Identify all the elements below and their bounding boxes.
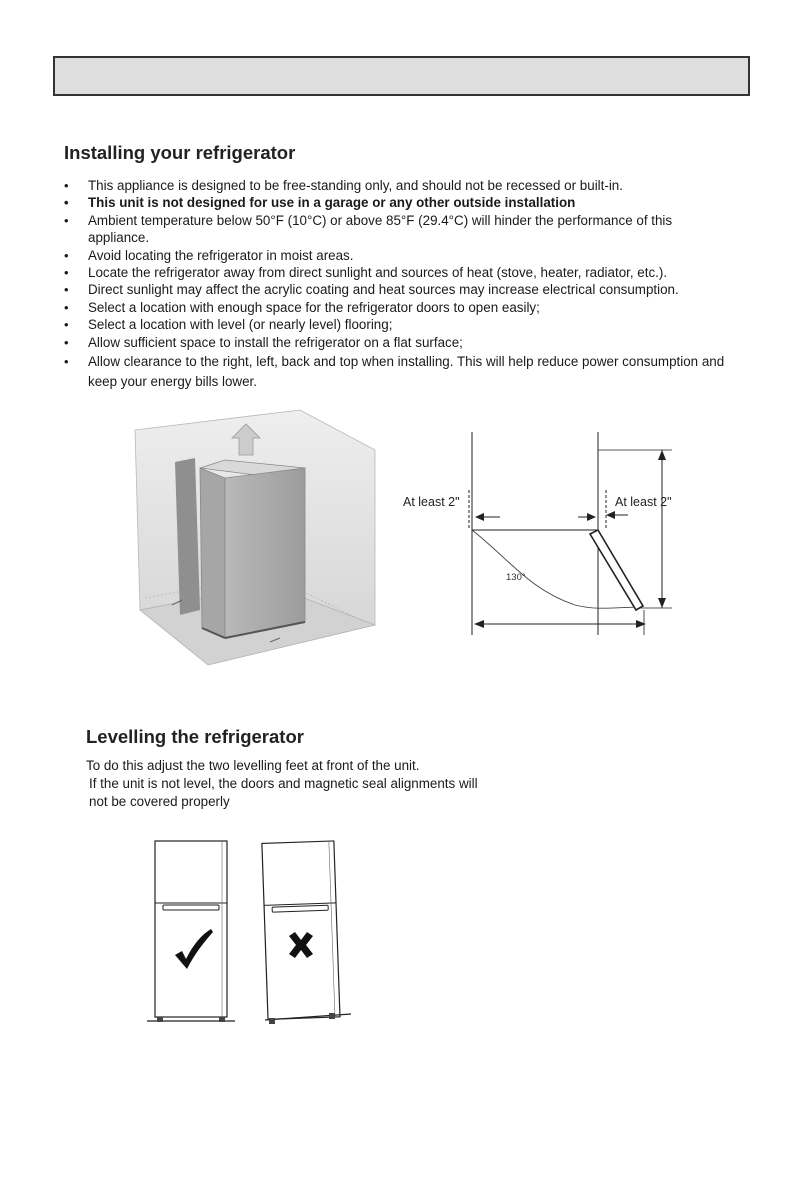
door-angle-label: 130° <box>506 572 526 583</box>
left-clearance-label: At least 2" <box>403 495 460 509</box>
fridge-front <box>200 468 225 638</box>
header-bar <box>53 56 750 96</box>
install-bullet-list <box>64 177 764 392</box>
fridge-side <box>225 468 305 638</box>
levelling-text-2: If the unit is not level, the doors and magnetic seal alignments will <box>89 776 478 791</box>
clearance-diagram <box>400 430 690 640</box>
levelling-text-3: not be covered properly <box>89 794 230 809</box>
list-item: • Ambient temperature below 50°F (10°C) or above 85°F (29.4°C) will hinder the performance of this appliance. <box>64 212 764 247</box>
level-fridge-illustration <box>145 835 240 1030</box>
list-item: • Select a location with level (or nearly level) flooring; <box>64 316 764 333</box>
list-item: • Avoid locating the refrigerator in moist areas. <box>64 247 764 264</box>
install-title: Installing your refrigerator <box>64 142 296 163</box>
levelling-title: Levelling the refrigerator <box>86 726 304 747</box>
list-item: • This appliance is designed to be free-standing only, and should not be recessed or built-in. <box>64 177 764 194</box>
list-item: • This unit is not designed for use in a garage or any other outside installation <box>64 194 764 211</box>
levelling-text-1: To do this adjust the two levelling feet at front of the unit. <box>86 758 420 773</box>
right-clearance-label: At least 2" <box>615 495 672 509</box>
placement-illustration <box>130 410 390 675</box>
list-item: • Allow clearance to the right, left, back and top when installing. This will help reduce power consumption and keep your energy bills lower. <box>64 352 764 392</box>
list-item: • Allow sufficient space to install the refrigerator on a flat surface; <box>64 334 764 351</box>
list-item: • Select a location with enough space for the refrigerator doors to open easily; <box>64 299 764 316</box>
tilted-fridge-illustration <box>255 832 360 1032</box>
list-item: • Direct sunlight may affect the acrylic coating and heat sources may increase electrical consumption. <box>64 281 764 298</box>
list-item: • Locate the refrigerator away from direct sunlight and sources of heat (stove, heater, radiator, etc.). <box>64 264 764 281</box>
